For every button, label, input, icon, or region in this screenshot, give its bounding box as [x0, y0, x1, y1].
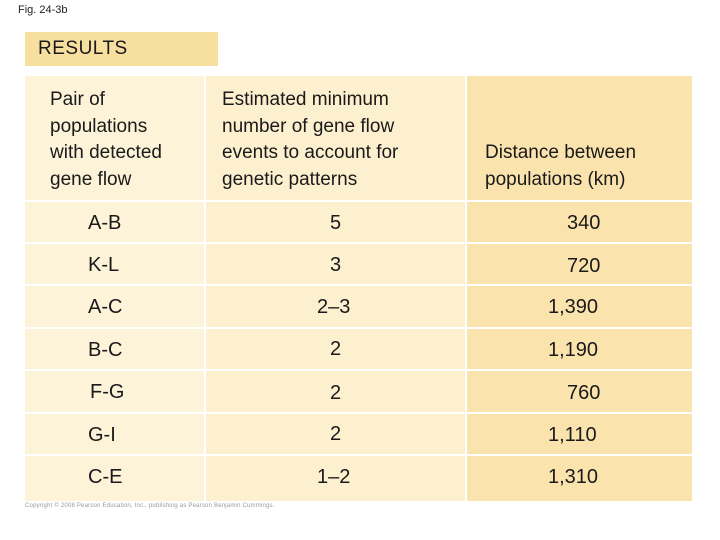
cell-distance: 720 [567, 255, 601, 277]
header-line: events to account for [222, 142, 399, 163]
copyright-notice: Copyright © 2008 Pearson Education, Inc., publishing as Pearson Benjamin Cummings. [25, 503, 275, 509]
row-divider [25, 242, 692, 244]
header-events [222, 87, 462, 193]
header-line: gene flow [50, 168, 132, 190]
row-divider [25, 284, 692, 286]
cell-events: 3 [330, 254, 342, 276]
header-distance [485, 140, 685, 193]
cell-events: 2 [330, 338, 342, 360]
header-pair [50, 87, 210, 193]
cell-events: 2 [330, 423, 342, 445]
cell-events: 1–2 [317, 466, 351, 488]
results-tab [25, 32, 218, 66]
header-line: Estimated minimum [222, 89, 389, 110]
column-divider [465, 76, 467, 501]
cell-pair: K-L [88, 254, 120, 276]
header-line: populations [50, 115, 148, 137]
cell-distance: 1,110 [548, 424, 597, 446]
cell-pair: A-B [88, 212, 122, 234]
header-line: genetic patterns [222, 168, 358, 190]
header-line: with detected [50, 142, 162, 163]
cell-pair: C-E [88, 466, 123, 488]
cell-distance: 340 [567, 212, 601, 234]
header-line: Distance between [485, 142, 637, 163]
cell-pair: B-C [88, 339, 123, 361]
cell-distance: 1,190 [548, 339, 599, 361]
row-divider [25, 200, 692, 202]
cell-pair: G-I [88, 424, 116, 446]
cell-pair: A-C [88, 296, 123, 318]
row-divider [25, 369, 692, 371]
row-divider [25, 454, 692, 456]
figure-label: Fig. 24-3b [18, 4, 68, 16]
header-line: populations (km) [485, 168, 626, 190]
cell-distance: 1,390 [548, 296, 599, 318]
cell-pair: F-G [90, 381, 125, 403]
cell-events: 5 [330, 212, 342, 234]
cell-events: 2–3 [317, 296, 351, 318]
cell-events: 2 [330, 382, 342, 404]
cell-distance: 1,310 [548, 466, 599, 488]
row-divider [25, 327, 692, 329]
results-label: RESULTS [38, 38, 128, 59]
header-line: Pair of [50, 89, 105, 110]
cell-distance: 760 [567, 382, 601, 404]
header-line: number of gene flow [222, 115, 395, 137]
row-divider [25, 412, 692, 414]
